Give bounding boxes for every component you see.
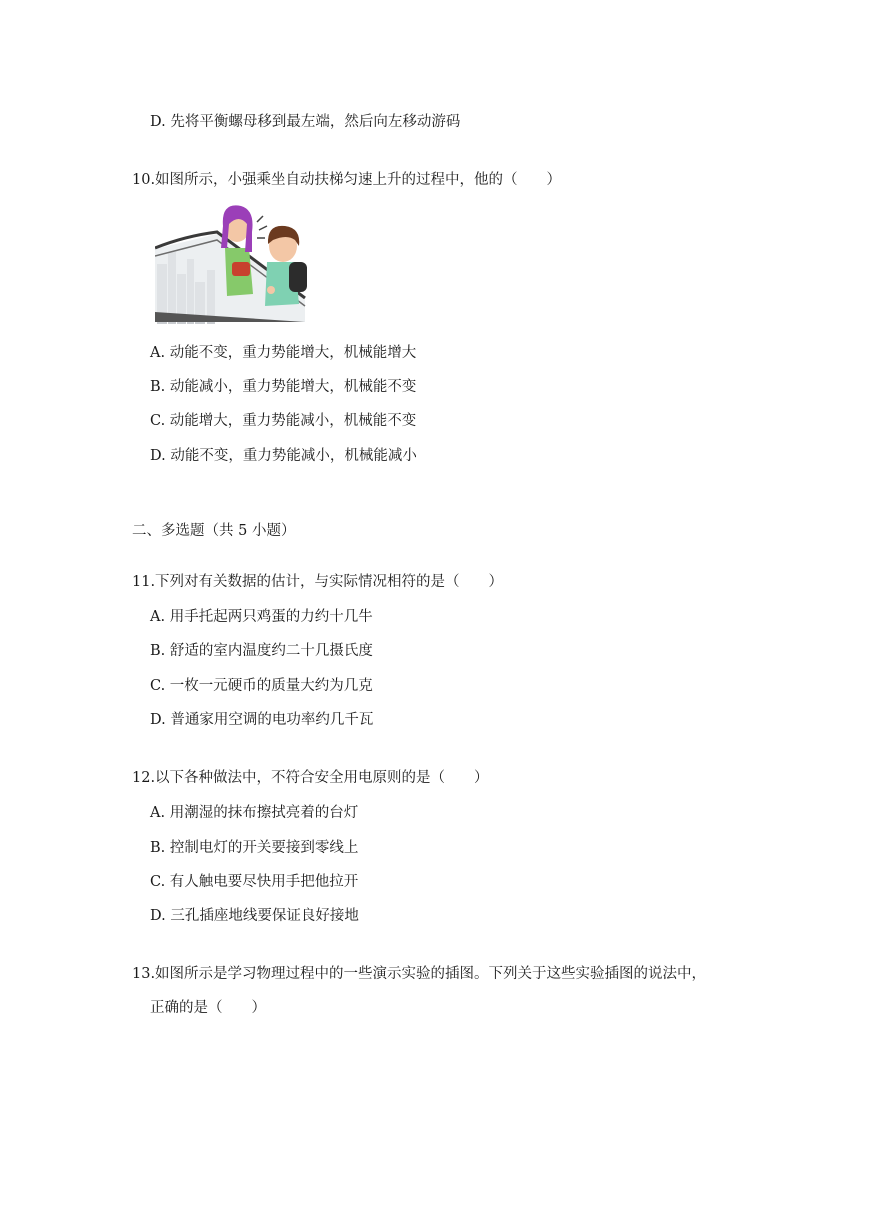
q12-option-b: B. 控制电灯的开关要接到零线上: [150, 840, 359, 856]
q11-option-d: D. 普通家用空调的电功率约几千瓦: [150, 712, 374, 728]
q10-option-c: C. 动能增大，重力势能减小，机械能不变: [150, 413, 417, 429]
q11-option-c: C. 一枚一元硬币的质量大约为几克: [150, 678, 373, 694]
q10-stem: 10.如图所示，小强乘坐自动扶梯匀速上升的过程中，他的（ ）: [132, 172, 562, 188]
q11-option-b: B. 舒适的室内温度约二十几摄氏度: [150, 643, 373, 659]
q13-stem-line1: 13.如图所示是学习物理过程中的一些演示实验的插图。下列关于这些实验插图的说法中，: [132, 966, 707, 982]
q9-option-d: D. 先将平衡螺母移到最左端，然后向左移动游码: [150, 114, 461, 130]
q11-option-a: A. 用手托起两只鸡蛋的力约十几牛: [150, 609, 373, 625]
q11-stem: 11.下列对有关数据的估计，与实际情况相符的是（ ）: [132, 574, 504, 590]
escalator-illustration: [155, 204, 307, 326]
q12-option-a: A. 用潮湿的抹布擦拭亮着的台灯: [150, 805, 359, 821]
q12-option-d: D. 三孔插座地线要保证良好接地: [150, 908, 359, 924]
q12-option-c: C. 有人触电要尽快用手把他拉开: [150, 874, 359, 890]
q10-option-d: D. 动能不变，重力势能减小，机械能减小: [150, 448, 417, 464]
section-title-multiple-choice: 二、多选题（共 5 小题）: [132, 523, 296, 539]
q13-stem-line2: 正确的是（ ）: [150, 1000, 266, 1016]
q10-option-a: A. 动能不变，重力势能增大，机械能增大: [150, 345, 417, 361]
q10-option-b: B. 动能减小，重力势能增大，机械能不变: [150, 379, 417, 395]
q12-stem: 12.以下各种做法中，不符合安全用电原则的是（ ）: [132, 770, 489, 786]
